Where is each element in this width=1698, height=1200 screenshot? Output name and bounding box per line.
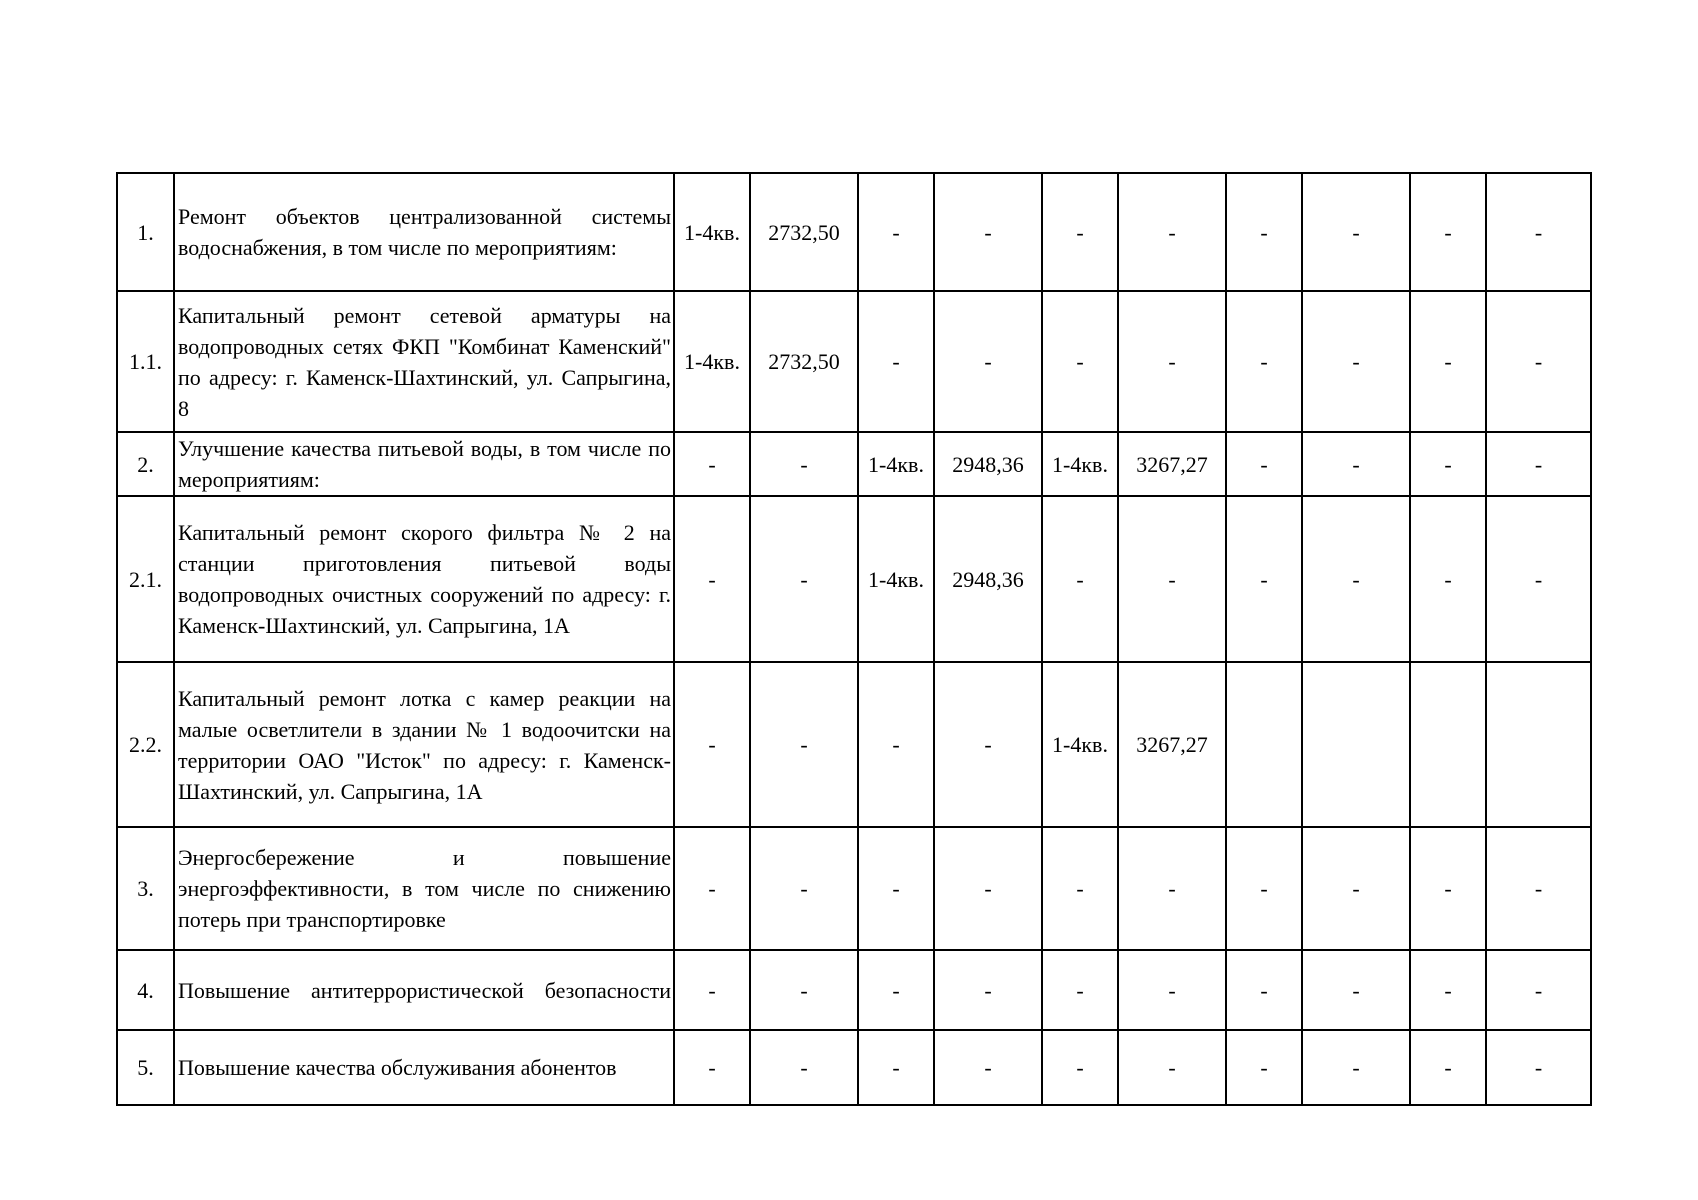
table-cell: - — [750, 1030, 858, 1105]
table-cell: - — [1486, 496, 1591, 662]
table-cell: - — [1226, 950, 1302, 1030]
table-cell: - — [934, 173, 1042, 291]
table-cell: - — [1302, 496, 1410, 662]
table-cell — [1486, 662, 1591, 827]
table-cell: - — [1226, 1030, 1302, 1105]
table-cell: - — [1302, 173, 1410, 291]
table-cell: 1-4кв. — [674, 173, 750, 291]
table-row — [117, 432, 1591, 496]
table-cell — [1302, 662, 1410, 827]
table-cell: - — [1118, 827, 1226, 950]
table-cell: - — [1486, 950, 1591, 1030]
table-cell: - — [1486, 173, 1591, 291]
table-cell: - — [1042, 291, 1118, 432]
table-cell: - — [934, 950, 1042, 1030]
table-cell: - — [1302, 432, 1410, 496]
table-cell: 3267,27 — [1118, 432, 1226, 496]
row-number: 5. — [117, 1030, 174, 1105]
table-cell: - — [750, 432, 858, 496]
table-cell: - — [1410, 1030, 1486, 1105]
table-cell: - — [1486, 1030, 1591, 1105]
table-cell: - — [1410, 291, 1486, 432]
table-cell: - — [750, 950, 858, 1030]
table-cell: - — [1410, 496, 1486, 662]
table-cell: - — [1302, 827, 1410, 950]
table-cell: - — [1118, 950, 1226, 1030]
table-cell: - — [1226, 432, 1302, 496]
table-cell: - — [674, 827, 750, 950]
table-cell — [1410, 662, 1486, 827]
table-cell: - — [1118, 496, 1226, 662]
row-number: 2. — [117, 432, 174, 496]
measure-description: Капитальный ремонт сетевой арматуры на водопроводных сетях ФКП "Комбинат Каменский" по адресу: г. Каменск-Шахтинский, ул. Сапрыгина, 8 — [174, 291, 674, 432]
table-cell: - — [1302, 1030, 1410, 1105]
table-cell: - — [1226, 291, 1302, 432]
table-cell: - — [1410, 950, 1486, 1030]
table-cell: 2948,36 — [934, 432, 1042, 496]
table-cell: - — [858, 291, 934, 432]
table-cell: 1-4кв. — [1042, 432, 1118, 496]
table-cell: 2732,50 — [750, 291, 858, 432]
row-number: 4. — [117, 950, 174, 1030]
table-cell: - — [1410, 827, 1486, 950]
table-cell: 3267,27 — [1118, 662, 1226, 827]
table-cell: - — [1042, 827, 1118, 950]
table-cell: - — [1486, 291, 1591, 432]
table-cell: - — [674, 496, 750, 662]
table-cell: - — [858, 662, 934, 827]
table-row — [117, 827, 1591, 950]
table-cell: - — [934, 827, 1042, 950]
table-cell: - — [1118, 1030, 1226, 1105]
table-cell: - — [1042, 1030, 1118, 1105]
table-cell: - — [858, 1030, 934, 1105]
measure-description: Улучшение качества питьевой воды, в том числе по мероприятиям: — [174, 432, 674, 496]
table-cell: 1-4кв. — [674, 291, 750, 432]
table-cell: - — [1226, 173, 1302, 291]
measure-description: Капитальный ремонт скорого фильтра № 2 на станции приготовления питьевой воды водопроводных очистных сооружений по адресу: г. Каменск-Шахтинский, ул. Сапрыгина, 1А — [174, 496, 674, 662]
table-cell: - — [1410, 432, 1486, 496]
table-cell: - — [934, 291, 1042, 432]
table-cell: - — [674, 950, 750, 1030]
table-cell: - — [1042, 950, 1118, 1030]
table-cell: - — [750, 827, 858, 950]
table-cell: - — [1486, 432, 1591, 496]
table-row — [117, 291, 1591, 432]
table-cell: - — [1226, 827, 1302, 950]
table-row — [117, 173, 1591, 291]
measure-description: Капитальный ремонт лотка с камер реакции на малые осветлители в здании № 1 водоочитски на территории ОАО "Исток" по адресу: г. Каменск-Шахтинский, ул. Сапрыгина, 1А — [174, 662, 674, 827]
table-cell: - — [858, 827, 934, 950]
measure-description: Энергосбережение и повышение энергоэффективности, в том числе по снижению потерь при транспортировке — [174, 827, 674, 950]
table-cell: - — [934, 1030, 1042, 1105]
table-cell: 1-4кв. — [1042, 662, 1118, 827]
table-cell: - — [1302, 950, 1410, 1030]
table-cell: - — [750, 662, 858, 827]
row-number: 3. — [117, 827, 174, 950]
table-cell: - — [1410, 173, 1486, 291]
row-number: 1. — [117, 173, 174, 291]
table-cell: - — [1118, 291, 1226, 432]
measure-description: Повышение антитеррористической безопасности — [174, 950, 674, 1030]
table-cell: - — [674, 662, 750, 827]
measure-description: Повышение качества обслуживания абонентов — [174, 1030, 674, 1105]
table-body — [117, 173, 1591, 1105]
table-cell: - — [858, 950, 934, 1030]
row-number: 1.1. — [117, 291, 174, 432]
table-cell: - — [674, 1030, 750, 1105]
table-cell: 2948,36 — [934, 496, 1042, 662]
table-cell: - — [1042, 496, 1118, 662]
table-cell: - — [1042, 173, 1118, 291]
table-cell: - — [934, 662, 1042, 827]
table-cell: 1-4кв. — [858, 432, 934, 496]
measure-description: Ремонт объектов централизованной системы водоснабжения, в том числе по мероприятиям: — [174, 173, 674, 291]
table-cell: - — [1302, 291, 1410, 432]
table-cell: - — [1226, 496, 1302, 662]
row-number: 2.2. — [117, 662, 174, 827]
table-row — [117, 496, 1591, 662]
table-row — [117, 662, 1591, 827]
table-cell: - — [1118, 173, 1226, 291]
table-cell — [1226, 662, 1302, 827]
table-cell: - — [1486, 827, 1591, 950]
table-cell: 1-4кв. — [858, 496, 934, 662]
row-number: 2.1. — [117, 496, 174, 662]
table-cell: - — [858, 173, 934, 291]
table-cell: 2732,50 — [750, 173, 858, 291]
investment-program-table — [116, 172, 1592, 1106]
table-cell: - — [750, 496, 858, 662]
table-row — [117, 950, 1591, 1030]
table-row — [117, 1030, 1591, 1105]
table-cell: - — [674, 432, 750, 496]
